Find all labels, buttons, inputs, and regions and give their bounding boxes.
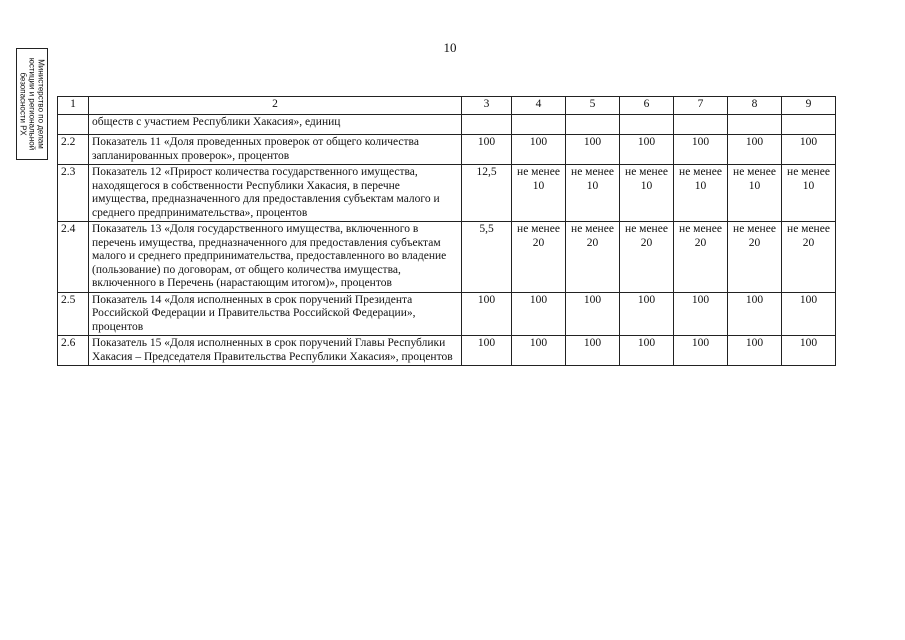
value-cell: не менее 10	[566, 165, 620, 222]
value-cell: 100	[782, 336, 836, 366]
indicators-table	[57, 96, 836, 366]
table-row	[58, 222, 836, 293]
value-cell: 100	[566, 336, 620, 366]
value-cell	[674, 115, 728, 135]
row-number: 2.5	[58, 292, 89, 336]
stamp-line: Министерство по делам	[36, 59, 46, 149]
header-cell: 2	[89, 97, 462, 115]
value-cell: не менее 10	[620, 165, 674, 222]
value-cell: не менее 10	[728, 165, 782, 222]
value-cell: 12,5	[462, 165, 512, 222]
value-cell	[566, 115, 620, 135]
value-cell: 100	[620, 135, 674, 165]
value-cell: не менее 20	[512, 222, 566, 293]
row-number: 2.2	[58, 135, 89, 165]
value-cell: не менее 20	[674, 222, 728, 293]
value-cell	[512, 115, 566, 135]
registration-stamp	[16, 48, 48, 160]
value-cell: не менее 10	[782, 165, 836, 222]
value-cell	[728, 115, 782, 135]
row-text: Показатель 15 «Доля исполненных в срок поручений Главы Республики Хакасия – Председателя Правительства Республики Хакасия», процентов	[89, 336, 462, 366]
value-cell: не менее 20	[620, 222, 674, 293]
row-text: Показатель 14 «Доля исполненных в срок поручений Президента Российской Федерации и Правительства Российской Федерации», процентов	[89, 292, 462, 336]
value-cell: 100	[512, 336, 566, 366]
row-text: обществ с участием Республики Хакасия», единиц	[89, 115, 462, 135]
table-row	[58, 115, 836, 135]
row-number: 2.6	[58, 336, 89, 366]
header-cell: 5	[566, 97, 620, 115]
value-cell: 100	[512, 135, 566, 165]
value-cell: не менее 10	[512, 165, 566, 222]
header-cell: 1	[58, 97, 89, 115]
value-cell	[462, 115, 512, 135]
row-text: Показатель 13 «Доля государственного имущества, включенного в перечень имущества, предназначенного для предоставления субъектам малого и среднего предпринимательства, предоставленного во владение (пользование) по договорам, от общего количества имущества, включенного в Перечень (нарастающим итогом)», процентов	[89, 222, 462, 293]
page-number: 10	[443, 40, 457, 55]
row-text: Показатель 12 «Прирост количества государственного имущества, находящегося в собственности Республики Хакасия, в перечне имущества, предназначенного для предоставления субъектам малого и среднего предпринимательства», процентов	[89, 165, 462, 222]
row-number: 2.3	[58, 165, 89, 222]
value-cell: 100	[728, 336, 782, 366]
table-row	[58, 165, 836, 222]
value-cell: 100	[512, 292, 566, 336]
header-cell: 9	[782, 97, 836, 115]
value-cell: 100	[566, 292, 620, 336]
value-cell: не менее 20	[566, 222, 620, 293]
value-cell: 100	[462, 336, 512, 366]
value-cell: не менее 10	[674, 165, 728, 222]
value-cell	[782, 115, 836, 135]
stamp-text	[19, 49, 46, 159]
table-row	[58, 336, 836, 366]
table-header-row	[58, 97, 836, 115]
value-cell: не менее 20	[728, 222, 782, 293]
value-cell: 5,5	[462, 222, 512, 293]
value-cell: 100	[674, 336, 728, 366]
value-cell: 100	[462, 135, 512, 165]
header-cell: 3	[462, 97, 512, 115]
value-cell: 100	[782, 292, 836, 336]
value-cell: 100	[782, 135, 836, 165]
value-cell: 100	[620, 292, 674, 336]
value-cell: 100	[728, 135, 782, 165]
value-cell: 100	[566, 135, 620, 165]
value-cell: не менее 20	[782, 222, 836, 293]
value-cell: 100	[674, 135, 728, 165]
value-cell: 100	[620, 336, 674, 366]
stamp-line: безопасности РХ	[18, 72, 28, 136]
value-cell	[620, 115, 674, 135]
row-number: 2.4	[58, 222, 89, 293]
value-cell: 100	[674, 292, 728, 336]
value-cell: 100	[728, 292, 782, 336]
header-cell: 8	[728, 97, 782, 115]
value-cell: 100	[462, 292, 512, 336]
table-row	[58, 135, 836, 165]
row-text: Показатель 11 «Доля проведенных проверок от общего количества запланированных проверок», процентов	[89, 135, 462, 165]
row-number	[58, 115, 89, 135]
header-cell: 7	[674, 97, 728, 115]
header-cell: 6	[620, 97, 674, 115]
header-cell: 4	[512, 97, 566, 115]
stamp-line: юстиции и региональной	[27, 57, 37, 151]
table-row	[58, 292, 836, 336]
